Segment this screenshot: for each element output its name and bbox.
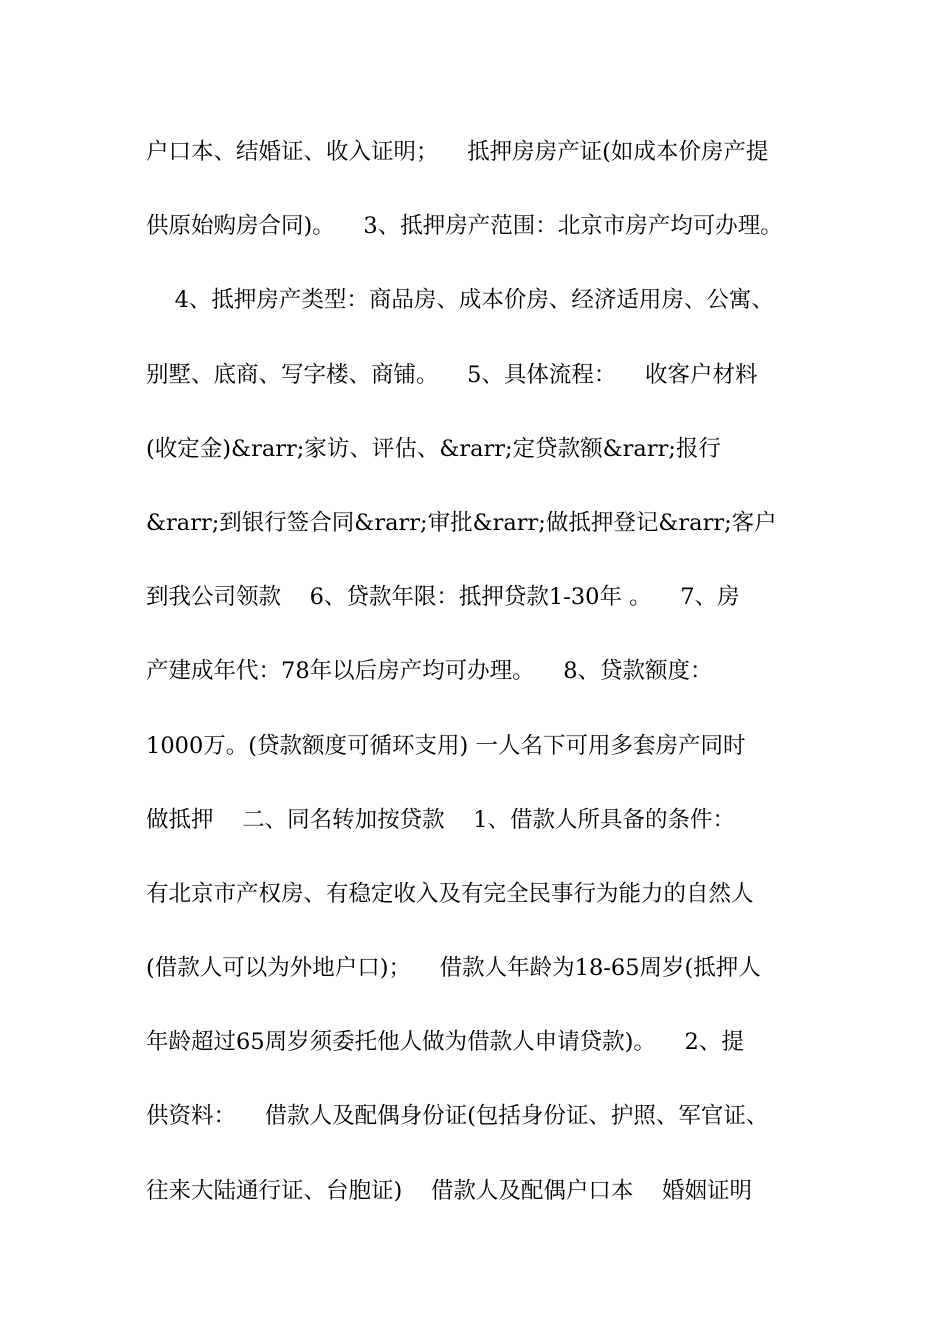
text-line-11: 有北京市产权房、有稳定收入及有完全民事行为能力的自然人 xyxy=(146,880,754,907)
text-line-9: 1000万。(贷款额度可循环支用) 一人名下可用多套房产同时 xyxy=(146,732,746,759)
document-body xyxy=(146,132,816,1245)
text-line-8: 产建成年代：78年以后房产均可办理。 8、贷款额度： xyxy=(146,658,713,685)
text-line-15: 往来大陆通行证、台胞证) 借款人及配偶户口本 婚姻证明 xyxy=(146,1177,752,1204)
text-line-10: 做抵押 二、同名转加按贷款 1、借款人所具备的条件： xyxy=(146,806,736,833)
text-line-2: 供原始购房合同)。 3、抵押房产范围：北京市房产均可办理。 xyxy=(146,213,783,240)
text-line-12: (借款人可以为外地户口)； 借款人年龄为18-65周岁(抵押人 xyxy=(146,955,761,982)
text-line-1: 户口本、结婚证、收入证明； 抵押房房产证(如成本价房产提 xyxy=(146,139,769,165)
text-line-3: 4、抵押房产类型：商品房、成本价房、经济适用房、公寓、 xyxy=(146,287,774,314)
text-line-14: 供资料： 借款人及配偶身份证(包括身份证、护照、军官证、 xyxy=(146,1103,769,1130)
text-line-4: 别墅、底商、写字楼、商铺。 5、具体流程： 收客户材料 xyxy=(146,361,758,388)
text-line-13: 年龄超过65周岁须委托他人做为借款人申请贷款)。 2、提 xyxy=(146,1029,744,1056)
text-line-5: (收定金)&rarr;家访、评估、&rarr;定贷款额&rarr;报行 xyxy=(146,435,721,462)
text-line-7: 到我公司领款 6、贷款年限：抵押贷款1-30年 。 7、房 xyxy=(146,584,740,611)
text-line-6: &rarr;到银行签合同&rarr;审批&rarr;做抵押登记&rarr;客户 xyxy=(146,509,777,536)
